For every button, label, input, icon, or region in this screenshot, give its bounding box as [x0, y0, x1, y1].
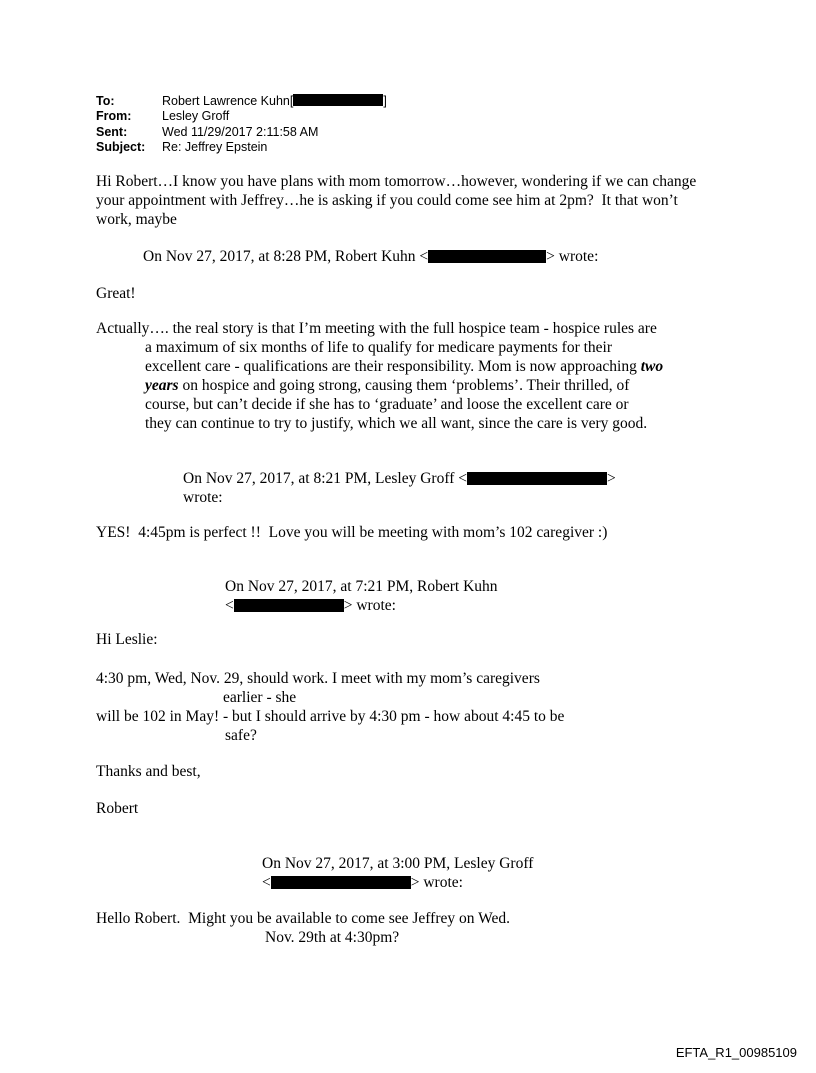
closing-line: Hello Robert. Might you be available to come see Jeffrey on Wed.	[96, 910, 510, 927]
quote3-line2-suffix: > wrote:	[343, 597, 396, 614]
intro-line: work, maybe	[96, 211, 177, 228]
hospice-line3-emphasis: two	[640, 358, 664, 375]
hospice-line: Actually…. the real story is that I’m meeting with the full hospice team - hospice rules are	[96, 320, 657, 337]
hospice-line	[145, 357, 663, 376]
quote-header-line: On Nov 27, 2017, at 7:21 PM, Robert Kuhn	[225, 578, 498, 595]
quote1-prefix: On Nov 27, 2017, at 8:28 PM, Robert Kuhn <	[143, 248, 429, 265]
quote-header-4	[262, 854, 533, 892]
quote2-prefix: On Nov 27, 2017, at 8:21 PM, Lesley Groff <	[183, 470, 467, 487]
redaction-bar	[293, 94, 383, 106]
hospice-line4-emphasis: years	[145, 377, 179, 394]
sent-value: Wed 11/29/2017 2:11:58 AM	[162, 124, 319, 139]
quote-header-line	[225, 596, 498, 615]
quote4-line2-prefix: <	[262, 874, 271, 891]
great-text: Great!	[96, 285, 136, 302]
subject-value: Re: Jeffrey Epstein	[162, 140, 268, 155]
thanks-text: Thanks and best,	[96, 763, 201, 780]
intro-paragraph	[96, 172, 696, 229]
yes-line	[96, 523, 607, 542]
closing-paragraph	[96, 909, 510, 947]
quote-header-line	[183, 469, 616, 488]
quote3-line2-prefix: <	[225, 597, 234, 614]
hospice-line3-prefix: excellent care - qualifications are their responsibility. Mom is now approaching	[145, 358, 641, 375]
schedule-line: earlier - she	[223, 689, 297, 706]
schedule-paragraph	[96, 669, 564, 745]
signature-text: Robert	[96, 800, 139, 817]
hospice-line: they can continue to try to justify, which we all want, since the care is very good.	[145, 415, 648, 432]
sent-label: Sent:	[96, 124, 128, 139]
bates-number: EFTA_R1_00985109	[675, 1045, 797, 1060]
to-label: To:	[96, 94, 115, 108]
email-header	[96, 94, 387, 156]
to-value-suffix: ]	[383, 94, 387, 108]
hospice-line	[145, 376, 663, 395]
header-row-to	[96, 94, 387, 109]
schedule-line: will be 102 in May! - but I should arrive by 4:30 pm - how about 4:45 to be	[96, 708, 565, 725]
hi-leslie-line	[96, 630, 158, 649]
hospice-line4-suffix: on hospice and going strong, causing them ‘problems’. Their thrilled, of	[178, 377, 630, 394]
intro-line: Hi Robert…I know you have plans with mom tomorrow…however, wondering if we can change	[96, 173, 697, 190]
hi-leslie-text: Hi Leslie:	[96, 631, 158, 648]
quote-header-3	[225, 577, 498, 615]
schedule-line: safe?	[225, 727, 257, 744]
quote1-suffix: > wrote:	[546, 248, 599, 265]
closing-line: Nov. 29th at 4:30pm?	[265, 929, 400, 946]
header-row-sent	[96, 125, 387, 140]
from-label: From:	[96, 109, 132, 124]
intro-line: your appointment with Jeffrey…he is asking if you could come see him at 2pm? It that won’t	[96, 192, 678, 209]
quote-header-line: wrote:	[183, 489, 223, 506]
redaction-bar	[428, 250, 546, 263]
quote-header-2	[183, 469, 616, 507]
header-row-from	[96, 109, 387, 124]
redaction-bar	[467, 472, 607, 485]
header-row-subject	[96, 140, 387, 155]
redaction-bar	[271, 876, 411, 889]
quote-header-line: On Nov 27, 2017, at 3:00 PM, Lesley Groff	[262, 855, 534, 872]
quote-header-line	[262, 873, 533, 892]
hospice-line: a maximum of six months of life to qualify for medicare payments for their	[145, 339, 613, 356]
quote-header-line	[143, 247, 598, 266]
signature-line	[96, 799, 138, 818]
great-line	[96, 284, 136, 303]
quote4-line2-suffix: > wrote:	[410, 874, 463, 891]
yes-text: YES! 4:45pm is perfect !! Love you will be meeting with mom’s 102 caregiver :)	[96, 524, 608, 541]
subject-label: Subject:	[96, 140, 146, 155]
hospice-paragraph	[96, 319, 663, 433]
redaction-bar	[234, 599, 344, 612]
hospice-line: course, but can’t decide if she has to ‘graduate’ and loose the excellent care or	[145, 396, 629, 413]
from-value: Lesley Groff	[162, 109, 230, 124]
to-value-prefix: Robert Lawrence Kuhn[	[162, 94, 294, 108]
thanks-line	[96, 762, 201, 781]
schedule-line: 4:30 pm, Wed, Nov. 29, should work. I meet with my mom’s caregivers	[96, 670, 540, 687]
quote2-line1-suffix: >	[607, 470, 616, 487]
to-value	[162, 94, 387, 109]
quote-header-1	[143, 247, 598, 266]
